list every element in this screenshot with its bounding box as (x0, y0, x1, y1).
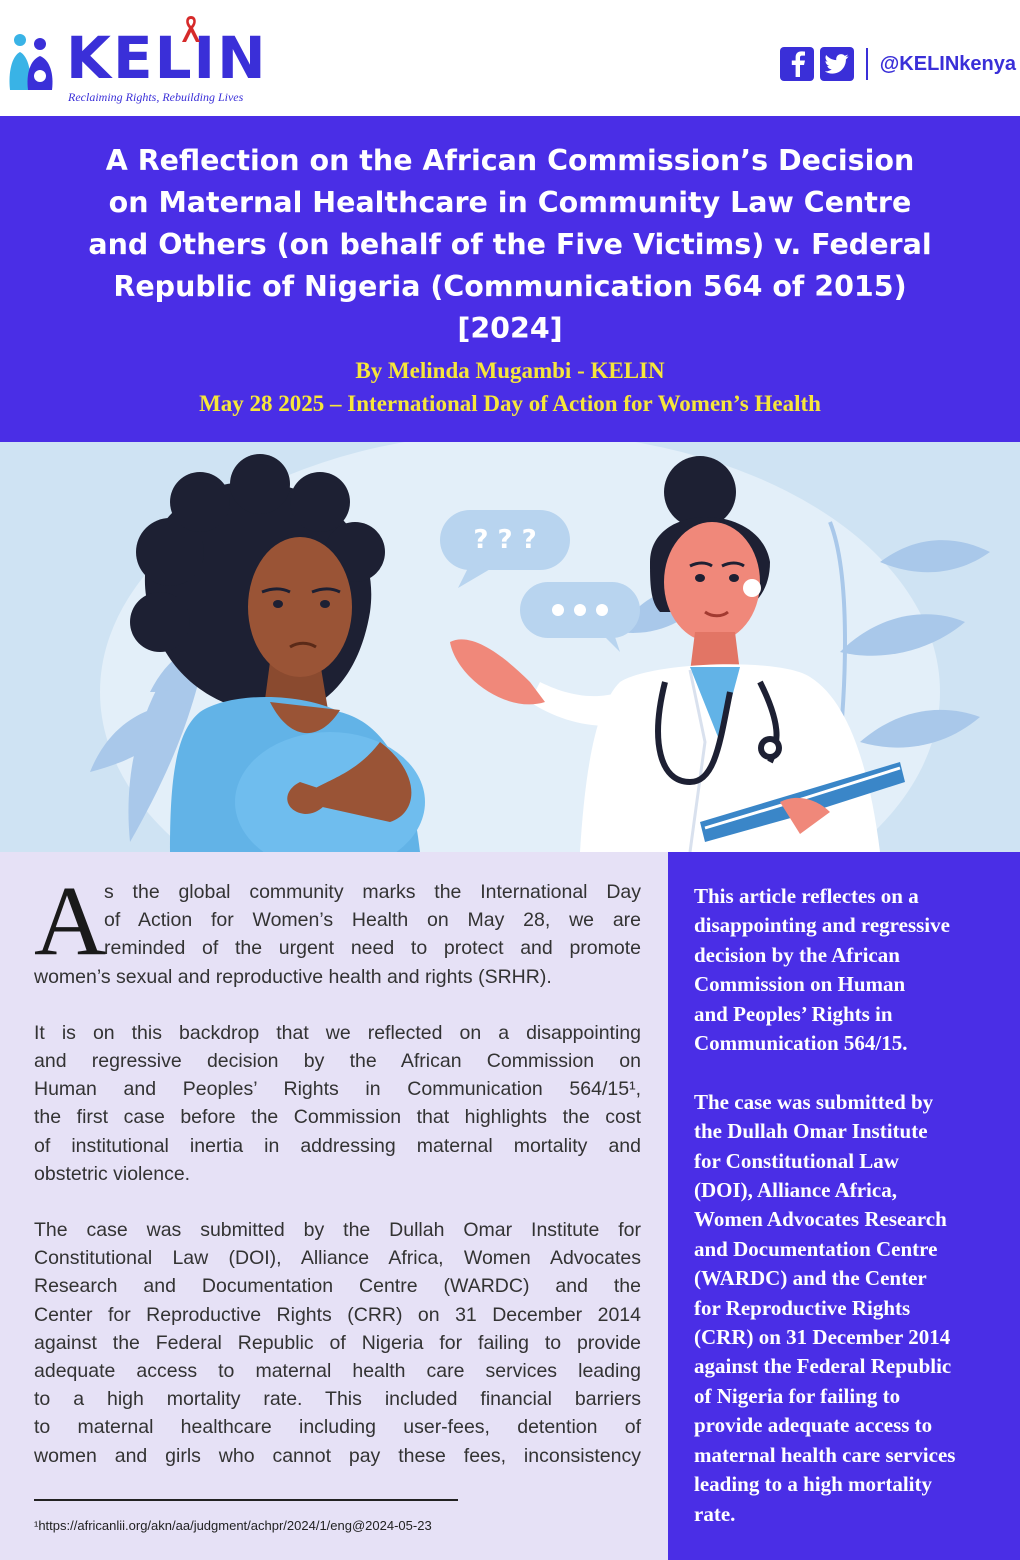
text-line: Human and Peoples’ Rights in Communication 564/15¹, (34, 1078, 641, 1101)
text-line: Constitutional Law (DOI), Alliance Africa, Women Advocates (34, 1247, 641, 1270)
text-line: s the global community marks the International Day (104, 881, 641, 903)
sidebar-line: Commission on Human (694, 972, 906, 997)
text-line: women’s sexual and reproductive health and rights (SRHR). (34, 965, 552, 988)
sidebar-line: the Dullah Omar Institute (694, 1119, 928, 1144)
social-handle[interactable]: @KELINkenya (879, 52, 1016, 75)
social-links (780, 46, 1016, 82)
sidebar-line: and Documentation Centre (694, 1236, 938, 1261)
sidebar-line: (CRR) on 31 December 2014 (694, 1325, 951, 1350)
sidebar-text (694, 882, 1014, 1529)
pull-quote-sidebar (668, 852, 1020, 1560)
sidebar-line: Communication 564/15. (694, 1031, 908, 1056)
sidebar-line: decision by the African (694, 942, 900, 967)
sidebar-line: rate. (694, 1501, 736, 1526)
date-line: May 28 2025 – International Day of Action for Women’s Health (199, 391, 821, 416)
text-line: women and girls who cannot pay these fees, inconsistency (34, 1444, 641, 1467)
sidebar-line: and Peoples’ Rights in (694, 1001, 893, 1026)
text-line: It is on this backdrop that we reflected on a disappointing (34, 1021, 641, 1044)
footnote-rule (34, 1499, 458, 1501)
text-line: of institutional inertia in addressing maternal mortality and (34, 1134, 641, 1157)
sidebar-gap (694, 1058, 1014, 1087)
kelin-logo[interactable] (6, 12, 266, 102)
text-line: to a high mortality rate. This included financial barriers (34, 1388, 641, 1411)
logo-tagline: Reclaiming Rights, Rebuilding Lives (68, 90, 244, 104)
text-line: to maternal healthcare including user-fees, detention of (34, 1416, 641, 1439)
logo-wordmark: KELIN (66, 24, 268, 92)
sidebar-line: (WARDC) and the Center (694, 1266, 927, 1291)
red-ribbon-icon (179, 14, 203, 44)
social-divider (866, 48, 868, 80)
footnote-link[interactable]: ¹https://africanlii.org/akn/aa/judgment/achpr/2024/1/eng@2024-05-23 (34, 1518, 432, 1533)
sidebar-line: of Nigeria for failing to (694, 1383, 901, 1408)
text-line: the first case before the Commission that highlights the cost (34, 1106, 641, 1129)
text-line: and regressive decision by the African Commission on (34, 1050, 641, 1073)
article-title (0, 116, 1020, 350)
text-line: obstetric violence. (34, 1162, 191, 1185)
kelin-figure-icon (6, 32, 62, 92)
text-line: adequate access to maternal health care services leading (34, 1360, 641, 1383)
title-line: A Reflection on the African Commission’s Decision (105, 144, 915, 177)
sidebar-line: (DOI), Alliance Africa, (694, 1178, 897, 1203)
hero-illustration (0, 442, 1020, 852)
sidebar-line: This article reflectes on a (694, 884, 919, 908)
twitter-icon[interactable] (820, 47, 854, 81)
sidebar-line: for Constitutional Law (694, 1148, 899, 1173)
drop-cap: A (34, 865, 107, 976)
title-line: [2024] (457, 312, 563, 345)
sidebar-line: The case was submitted by (694, 1089, 934, 1114)
patient-doctor-illustration (0, 442, 1020, 852)
sidebar-line: provide adequate access to (694, 1413, 933, 1438)
sidebar-line: for Reproductive Rights (694, 1295, 911, 1320)
sidebar-line: disappointing and regressive (694, 913, 950, 938)
sidebar-line: Women Advocates Research (694, 1207, 947, 1232)
article-paragraph-2 (34, 1019, 641, 1188)
article-section (0, 852, 1020, 1560)
sidebar-line: leading to a high mortality (694, 1472, 933, 1497)
sidebar-line: maternal health care services (694, 1442, 956, 1467)
article-paragraph-3 (34, 1216, 641, 1470)
page-header (0, 0, 1020, 116)
text-line: against the Federal Republic of Nigeria for failing to provide (34, 1331, 641, 1354)
article-body (34, 865, 641, 1498)
text-line: Research and Documentation Centre (WARDC) and the (34, 1275, 641, 1298)
author-line: By Melinda Mugambi - KELIN (355, 358, 665, 383)
title-banner (0, 116, 1020, 442)
title-line: Republic of Nigeria (Communication 564 of 2015) (113, 270, 907, 303)
sidebar-line: against the Federal Republic (694, 1354, 952, 1379)
text-line: The case was submitted by the Dullah Omar Institute for (34, 1219, 641, 1242)
byline (0, 354, 1020, 420)
text-line: Center for Reproductive Rights (CRR) on 31 December 2014 (34, 1303, 641, 1326)
article-paragraph-1 (34, 865, 641, 991)
title-line: and Others (on behalf of the Five Victims) v. Federal (88, 228, 932, 261)
title-line: on Maternal Healthcare in Community Law Centre (108, 186, 912, 219)
svg-text:? ? ?: ? ? ? (473, 525, 537, 555)
facebook-icon[interactable] (780, 47, 814, 81)
text-line: reminded of the urgent need to protect and promote (104, 937, 641, 960)
text-line: of Action for Women’s Health on May 28, we are (104, 909, 641, 932)
